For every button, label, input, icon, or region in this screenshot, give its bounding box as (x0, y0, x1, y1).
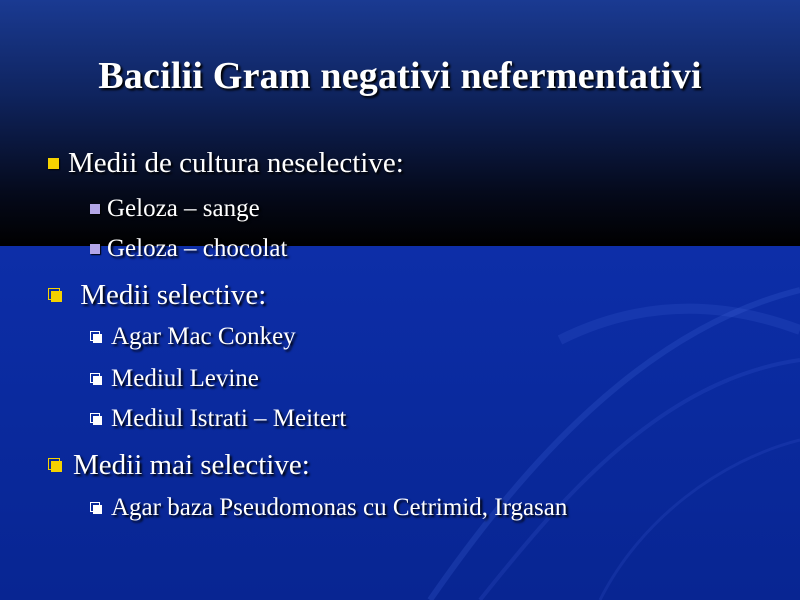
list-item-text: Medii selective: (73, 279, 267, 311)
list-item-text: Medii de cultura neselective: (68, 147, 404, 179)
list-item-text: Mediul Istrati – Meitert (111, 405, 347, 432)
hollow-square-icon (90, 502, 103, 515)
slide-title: Bacilii Gram negativi nefermentativi (98, 55, 702, 97)
list-item-text: Geloza – chocolat (107, 235, 288, 262)
list-item-text: Agar Mac Conkey (111, 323, 296, 350)
list-item (48, 147, 404, 180)
list-item (90, 323, 296, 351)
list-item-text: Geloza – sange (107, 195, 260, 222)
filled-square-icon (90, 244, 100, 254)
hollow-square-icon (90, 413, 103, 426)
hollow-square-icon (90, 331, 103, 344)
list-item (48, 279, 266, 312)
list-item-text: Medii mai selective: (73, 449, 310, 481)
list-item (90, 195, 260, 223)
list-item (90, 494, 567, 522)
list-item (48, 449, 310, 482)
filled-square-icon (48, 158, 59, 169)
hollow-square-icon (90, 373, 103, 386)
list-item (90, 235, 287, 263)
list-item-text: Agar baza Pseudomonas cu Cetrimid, Irgasan (111, 494, 568, 521)
hollow-square-icon (48, 288, 63, 303)
hollow-square-icon (48, 458, 63, 473)
list-item (90, 405, 346, 433)
filled-square-icon (90, 204, 100, 214)
list-item (90, 365, 259, 393)
list-item-text: Mediul Levine (111, 365, 259, 392)
